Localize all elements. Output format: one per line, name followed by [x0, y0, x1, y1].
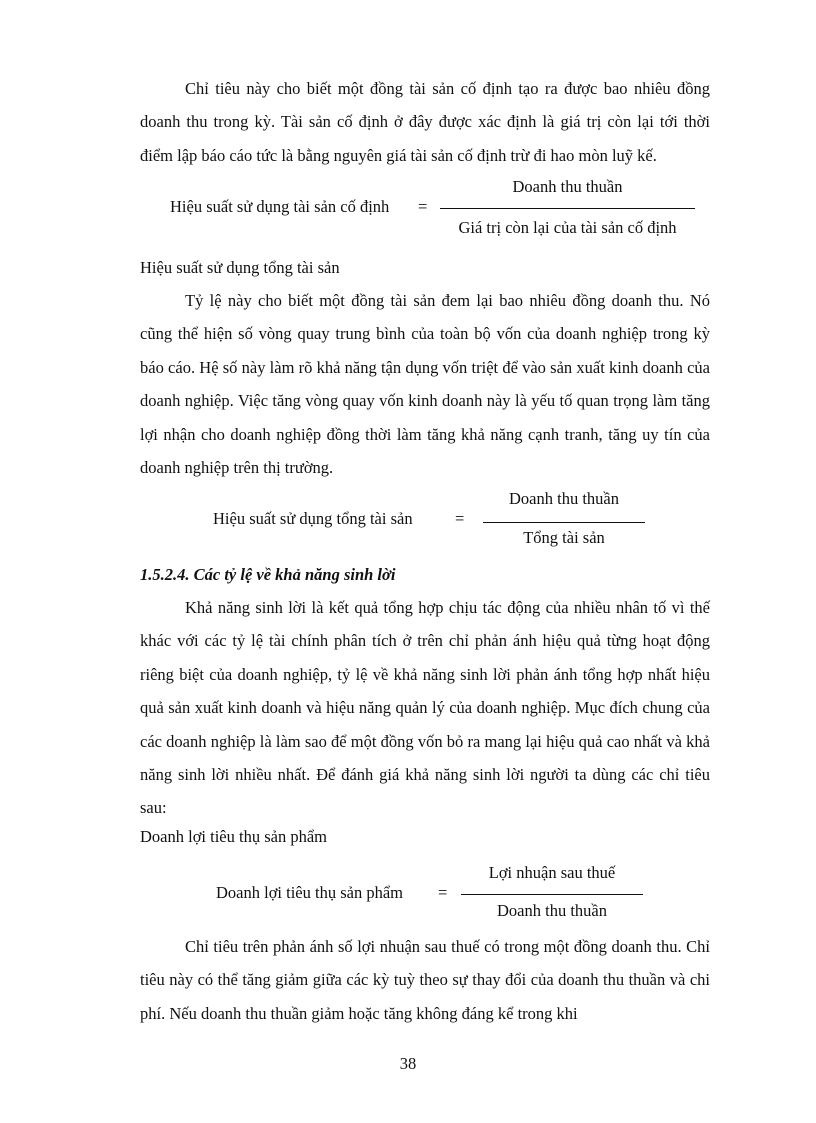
paragraph-fixed-asset-explanation: Chỉ tiêu này cho biết một đồng tài sản cố định tạo ra được bao nhiêu đồng doanh thu trong kỳ. Tài sản cố định ở đây được xác định là giá trị còn lại tới thời điểm lập báo cáo tức là bằng nguyên giá tài sản cố định trừ đi hao mòn luỹ kế. — [140, 79, 710, 165]
paragraph-total-asset-explanation: Tỷ lệ này cho biết một đồng tài sản đem lại bao nhiêu đồng doanh thu. Nó cũng thể hiện số vòng quay trung bình của toàn bộ vốn của doanh nghiệp trong kỳ báo cáo. Hệ số này làm rõ khả năng tận dụng vốn triệt để vào sản xuất kinh doanh của doanh nghiệp. Việc tăng vòng quay vốn kinh doanh này là yếu tố quan trọng làm tăng lợi nhận cho doanh nghiệp đồng thời làm tăng khả năng cạnh tranh, tăng uy tín của doanh nghiệp trên thị trường. — [140, 291, 710, 478]
formula-denominator: Tổng tài sản — [523, 528, 605, 547]
paragraph-sales-profitability-explanation: Chỉ tiêu trên phản ánh số lợi nhuận sau thuế có trong một đồng doanh thu. Chỉ tiêu này có thể tăng giảm giữa các kỳ tuỳ theo sự thay đổi của doanh thu thuần và chi phí. Nếu doanh thu thuần giảm hoặc tăng không đáng kể trong khi — [140, 937, 710, 1023]
formula-lhs: Hiệu suất sử dụng tổng tài sản — [213, 509, 413, 528]
fraction-bar — [483, 522, 645, 523]
section-heading-profitability: 1.5.2.4. Các tỷ lệ về khả năng sinh lời — [140, 565, 396, 584]
formula-lhs: Hiệu suất sử dụng tài sản cố định — [170, 197, 390, 216]
formula-equals: = — [438, 883, 448, 902]
formula-equals: = — [418, 197, 428, 216]
formula-denominator: Giá trị còn lại của tài sản cố định — [458, 218, 677, 237]
formula-equals: = — [455, 509, 465, 528]
fraction-bar — [440, 208, 695, 209]
fraction-bar — [461, 894, 643, 895]
section-label-total-asset-efficiency: Hiệu suất sử dụng tổng tài sản — [140, 258, 340, 277]
formula-fixed-asset-efficiency — [170, 176, 730, 236]
section-label-sales-profitability: Doanh lợi tiêu thụ sản phẩm — [140, 827, 327, 846]
formula-total-asset-efficiency — [213, 488, 733, 548]
page-number: 38 — [399, 1054, 417, 1073]
paragraph-profitability-explanation: Khả năng sinh lời là kết quả tổng hợp chịu tác động của nhiều nhân tố vì thế khác với các tỷ lệ tài chính phân tích ở trên chỉ phản ánh hiệu quả từng hoạt động riêng biệt của doanh nghiệp, tỷ lệ về khả năng sinh lời phản ánh tổng hợp nhất hiệu quả sản xuất kinh doanh và hiệu năng quản lý của doanh nghiệp. Mục đích chung của các doanh nghiệp là làm sao để một đồng vốn bỏ ra mang lại hiệu quả cao nhất và khả năng sinh lời nhiều nhất. Để đánh giá khả năng sinh lời người ta dùng các chỉ tiêu sau: — [140, 598, 710, 818]
formula-numerator: Doanh thu thuần — [512, 177, 623, 196]
formula-sales-profitability — [216, 862, 736, 922]
formula-denominator: Doanh thu thuần — [497, 901, 607, 920]
formula-numerator: Lợi nhuận sau thuế — [488, 863, 616, 882]
formula-numerator: Doanh thu thuần — [509, 489, 619, 508]
formula-lhs: Doanh lợi tiêu thụ sản phẩm — [216, 883, 403, 902]
